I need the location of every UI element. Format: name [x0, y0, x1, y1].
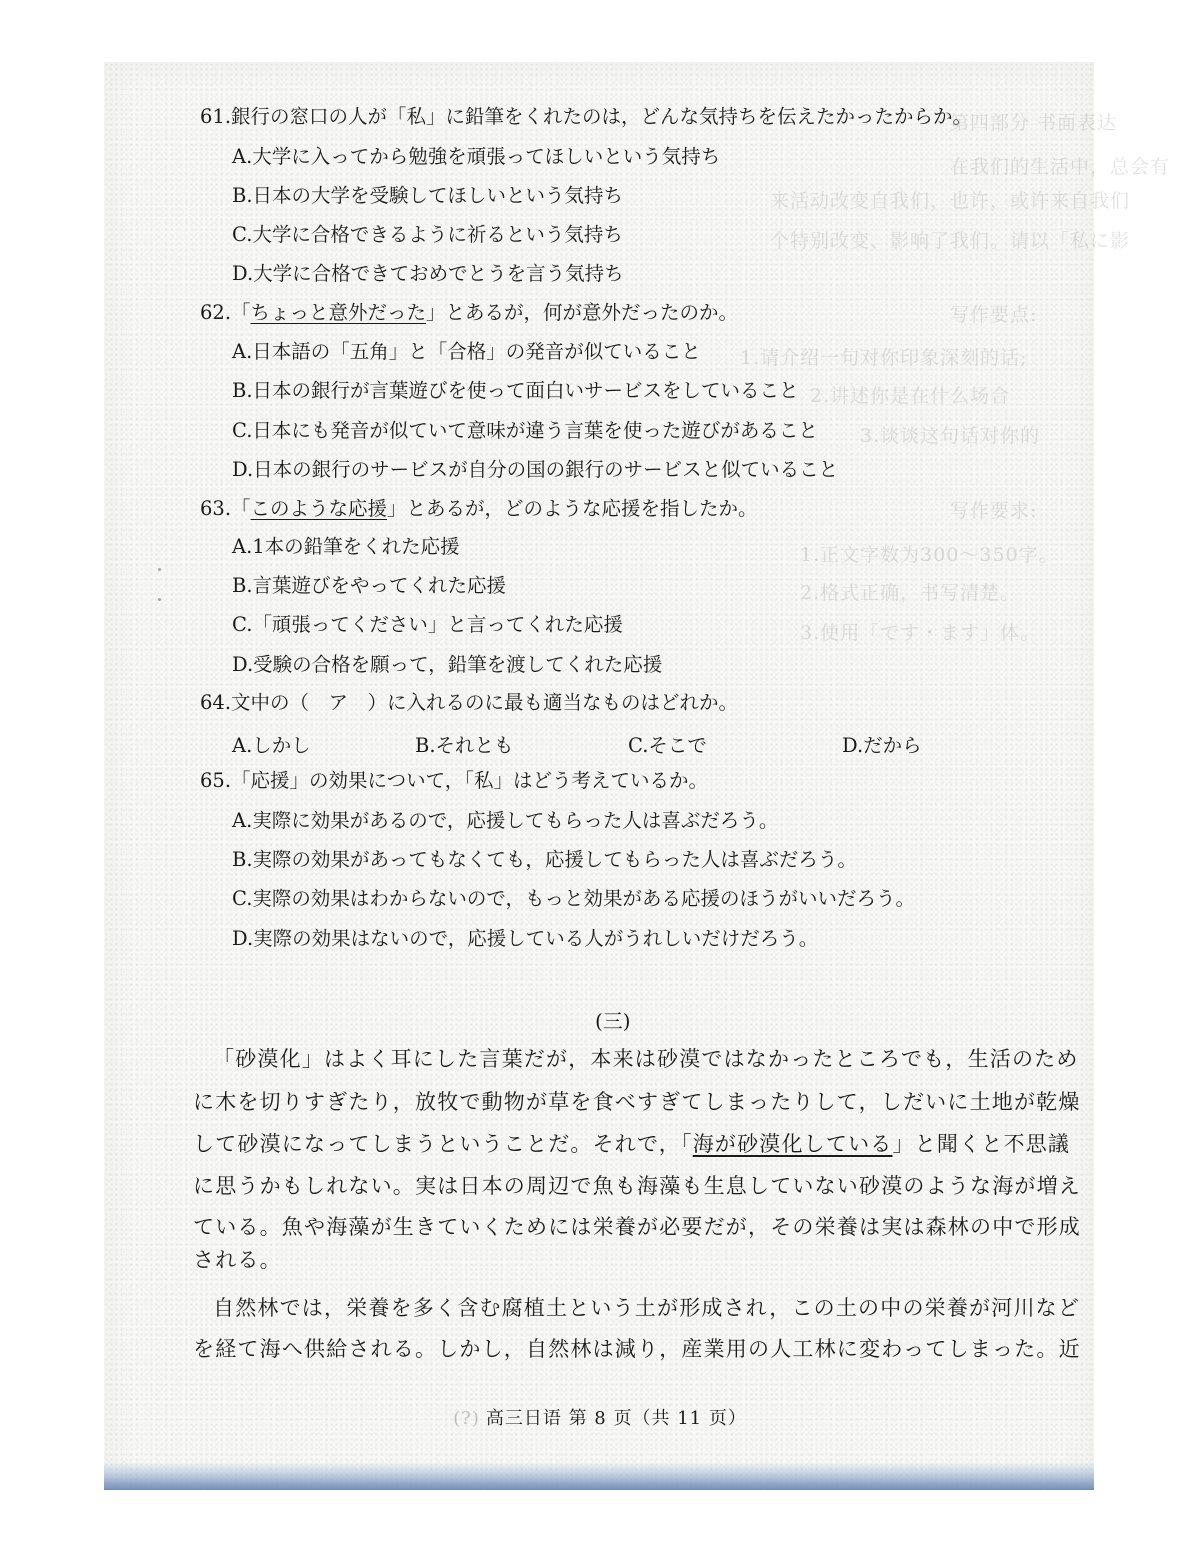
passage-line: 「砂漠化」はよく耳にした言葉だが，本来は砂漠ではなかったところでも，生活のため: [213, 1047, 1079, 1071]
passage-line: に思うかもしれない。実は日本の周辺で魚も海藻も生息していない砂漠のような海が増え: [193, 1174, 1081, 1198]
question-63-option-d: D.受験の合格を願って，鉛筆を渡してくれた応援: [232, 653, 663, 676]
speck: [158, 598, 161, 601]
question-number: 64.: [200, 691, 232, 714]
question-64-stem: [200, 690, 738, 716]
question-number: 62.: [200, 301, 232, 324]
question-65-option-d: D.実際の効果はないので，応援している人がうれしいだけだろう。: [232, 927, 819, 950]
question-64-option-a: A.しかし: [232, 734, 311, 757]
question-number: 61.: [200, 105, 232, 128]
question-63-option-c: C.「頑張ってください」と言ってくれた応援: [232, 613, 623, 636]
question-number: 65.: [200, 769, 232, 792]
bleed-through-text: 第四部分 书面表达: [950, 112, 1118, 134]
bleed-through-text: 1.正文字数为300～350字。: [800, 544, 1059, 566]
question-65-option-c: C.実際の効果はわからないので，もっと効果がある応援のほうがいいだろう。: [232, 887, 916, 910]
bleed-through-text: 2.格式正确，书写清楚。: [800, 582, 1021, 604]
question-64-option-d: D.だから: [842, 734, 922, 757]
bleed-through-text: 来活动改变自我们，也许，或许来自我们: [770, 190, 1131, 212]
question-text: 「応援」の効果について，「私」はどう考えているか。: [231, 769, 708, 792]
bleed-through-text: 3.使用「です・ます」体。: [800, 622, 1041, 644]
passage-text: して砂漠になってしまうということだ。それで，「: [193, 1132, 693, 1156]
question-62-option-c: C.日本にも発音が似ていて意味が違う言葉を使った遊びがあること: [232, 419, 818, 442]
question-63-option-a: A.1本の鉛筆をくれた応援: [232, 535, 460, 558]
bleed-through-text: 个特别改变、影响了我们。请以「私に影: [770, 230, 1131, 252]
passage-text: 」と聞くと不思議: [892, 1132, 1071, 1156]
underlined-phrase: 海が砂漠化している: [692, 1132, 893, 1156]
passage-line: ている。魚や海藻が生きていくためには栄養が必要だが，その栄養は実は森林の中で形成: [193, 1215, 1081, 1239]
question-61-option-a: A.大学に入ってから勉強を頑張ってほしいという気持ち: [232, 145, 721, 168]
section-title: (三): [595, 1009, 631, 1033]
question-62-option-a: A.日本語の「五角」と「合格」の発音が似ていること: [232, 340, 701, 363]
underlined-phrase: ちょっと意外だった: [250, 301, 427, 324]
question-65-option-a: A.実際に効果があるので，応援してもらった人は喜ぶだろう。: [232, 809, 779, 832]
question-64-option-c: C.そこで: [628, 734, 707, 757]
bleed-through-text: 1.请介绍一句对你印象深刻的话;: [740, 347, 1028, 369]
question-65-option-b: B.実際の効果があってもなくても，応援してもらった人は喜ぶだろう。: [232, 848, 857, 871]
speck: [158, 568, 161, 571]
passage-line: を経て海へ供給される。しかし，自然林は減り，産業用の人工林に変わってしまった。近: [193, 1337, 1081, 1361]
question-61-option-c: C.大学に合格できるように祈るという気持ち: [232, 223, 623, 246]
bleed-through-text: 在我们的生活中，总会有: [950, 156, 1171, 178]
question-61-option-b: B.日本の大学を受験してほしいという気持ち: [232, 184, 624, 207]
footer-ghost-mark: (?): [453, 1408, 480, 1429]
question-63-option-b: B.言葉遊びをやってくれた応援: [232, 574, 507, 597]
question-62-stem: [200, 300, 738, 326]
question-text: 」とあるが，何が意外だったのか。: [426, 301, 739, 324]
passage-line: 自然林では，栄養を多く含む腐植土という土が形成され，この土の中の栄養が河川など: [213, 1296, 1081, 1320]
question-text: 「: [231, 497, 251, 520]
question-61-stem: [200, 104, 972, 130]
bleed-through-text: 写作要求:: [950, 500, 1038, 522]
scanner-edge-band: [104, 1462, 1094, 1490]
question-63-stem: [200, 496, 758, 522]
question-62-option-b: B.日本の銀行が言葉遊びを使って面白いサービスをしていること: [232, 379, 799, 402]
question-number: 63.: [200, 497, 232, 520]
bleed-through-text: 3.谈谈这句话对你的: [860, 425, 1041, 447]
question-64-options: [232, 730, 952, 756]
question-text: 「: [231, 301, 251, 324]
question-64-option-b: B.それとも: [415, 734, 514, 757]
page-number-text: 高三日语 第 8 页（共 11 页）: [485, 1408, 747, 1429]
question-text: 文中の（ ア ）に入れるのに最も適当なものはどれか。: [231, 691, 739, 714]
page-footer: [0, 1404, 1200, 1430]
question-65-stem: [200, 768, 708, 794]
question-text: 銀行の窓口の人が「私」に鉛筆をくれたのは，どんな気持ちを伝えたかったからか。: [231, 105, 973, 128]
bleed-through-text: 2.讲述你是在什么场合: [810, 385, 1011, 407]
passage-line: に木を切りすぎたり，放牧で動物が草を食べすぎてしまったりして，しだいに土地が乾燥: [193, 1090, 1081, 1114]
underlined-phrase: このような応援: [250, 497, 388, 520]
passage-line: される。: [193, 1248, 282, 1272]
question-text: 」とあるが，どのような応援を指したか。: [387, 497, 758, 520]
question-62-option-d: D.日本の銀行のサービスが自分の国の銀行のサービスと似ていること: [232, 458, 839, 481]
passage-line: [193, 1131, 1070, 1157]
question-61-option-d: D.大学に合格できておめでとうを言う気持ち: [232, 262, 624, 285]
bleed-through-text: 写作要点:: [950, 304, 1038, 326]
